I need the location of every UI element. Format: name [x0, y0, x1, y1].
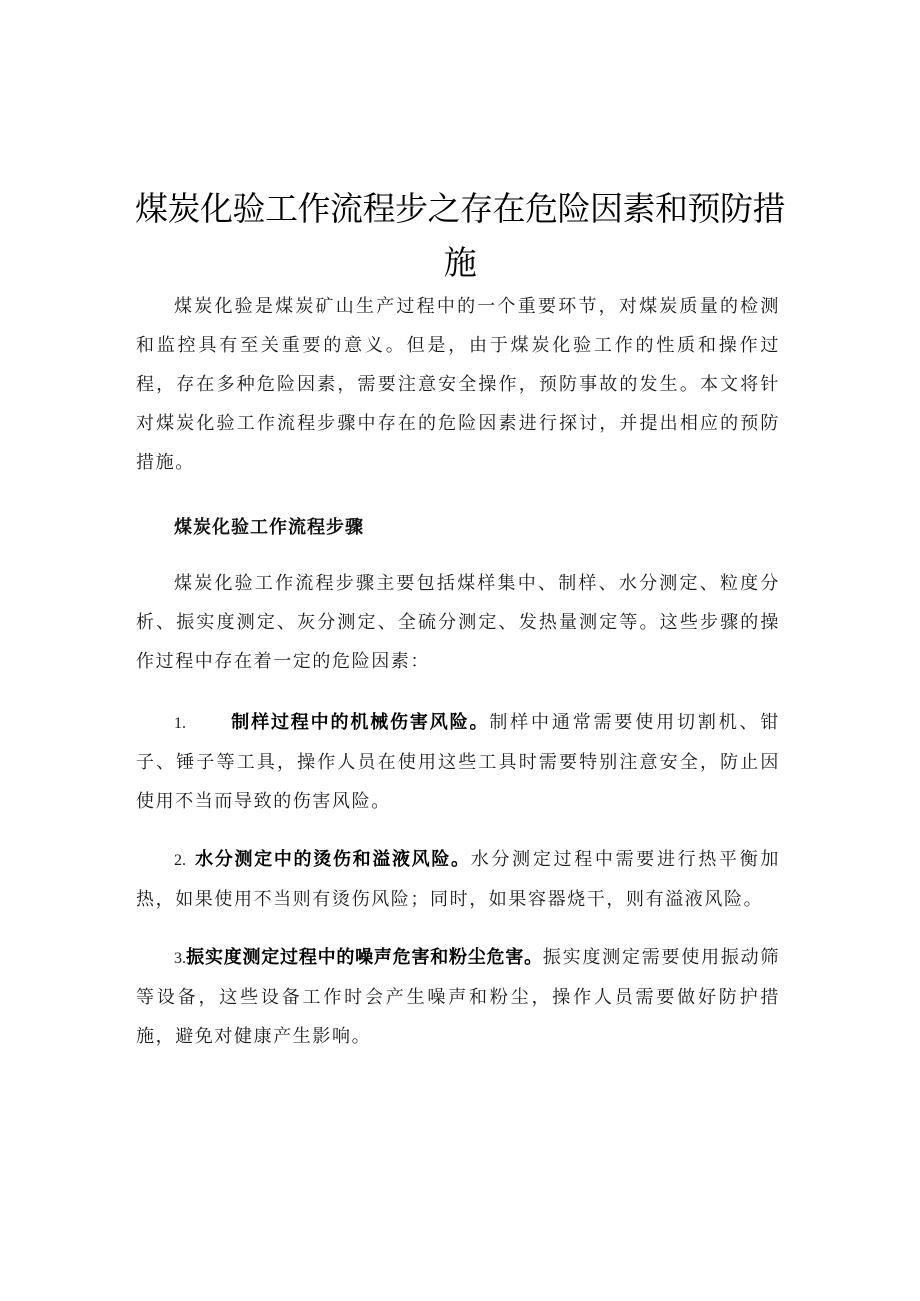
list-item-number: 1.	[174, 715, 186, 732]
list-item-lead: 振实度测定过程中的噪声危害和粉尘危害。	[186, 947, 543, 968]
list-item-lead: 制样过程中的机械伤害风险。	[230, 712, 490, 733]
list-item-1	[136, 703, 780, 821]
list-item-body: 振实度测定需要使用振动筛等设备，这些设备工作时会产生噪声和粉尘，操作人员需要做好防护措施，避免对健康产生影响。	[136, 947, 781, 1047]
steps-paragraph: 煤炭化验工作流程步骤主要包括煤样集中、制样、水分测定、粒度分析、振实度测定、灰分测定、全硫分测定、发热量测定等。这些步骤的操作过程中存在着一定的危险因素：	[136, 573, 780, 672]
list-item-2	[136, 840, 780, 919]
list-item-number: 3.	[174, 950, 186, 967]
intro-paragraph: 煤炭化验是煤炭矿山生产过程中的一个重要环节，对煤炭质量的检测和监控具有至关重要的意义。但是，由于煤炭化验工作的性质和操作过程，存在多种危险因素，需要注意安全操作，预防事故的发生。本文将针对煤炭化验工作流程步骤中存在的危险因素进行探讨，并提出相应的预防措施。	[136, 296, 780, 473]
list-item-lead: 水分测定中的烫伤和溢液风险。	[194, 849, 471, 870]
list-item-body: 水分测定过程中需要进行热平衡加热，如果使用不当则有烫伤风险；同时，如果容器烧干，则有溢液风险。	[136, 849, 781, 910]
list-item-body: 制样中通常需要使用切割机、钳子、锤子等工具，操作人员在使用这些工具时需要特别注意安全，防止因使用不当而导致的伤害风险。	[136, 712, 780, 812]
list-item-number: 2.	[174, 852, 186, 869]
document-title: 煤炭化验工作流程步之存在危险因素和预防措施	[135, 189, 785, 282]
section-heading: 煤炭化验工作流程步骤	[174, 517, 364, 538]
list-item-3	[136, 938, 780, 1056]
